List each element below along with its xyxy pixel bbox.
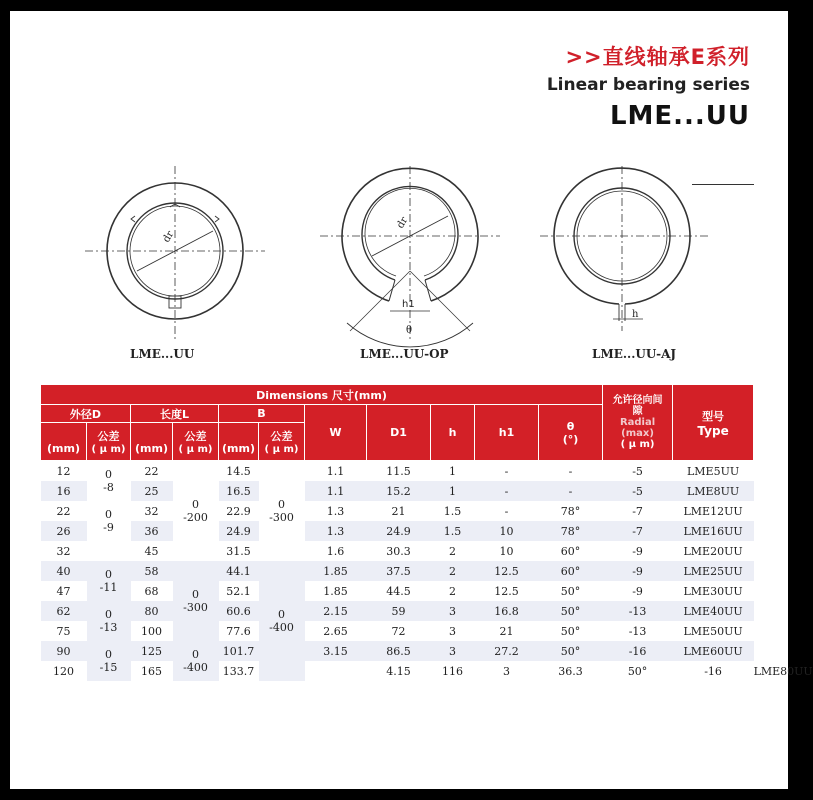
l-mm-unit: (mm) [135,442,168,455]
w-header: W [305,405,367,461]
cell-l: 32 [131,501,173,521]
d-mm-header [41,423,87,461]
tol-upper: 0 [105,508,112,521]
cell-l: 58 [131,561,173,581]
cell-d1: 30.3 [367,541,431,561]
dim-dr-1: dr [161,229,177,245]
table-row [41,621,754,641]
cell-theta: 50° [539,601,603,621]
cell-d: 32 [41,541,87,561]
cell-b: 77.6 [219,621,259,641]
d-tol-empty [87,541,131,561]
table-row [41,521,754,541]
table-row [41,541,754,561]
cell-w: 1.3 [305,521,367,541]
b-tol-cell [259,461,305,562]
cell-h1: 12.5 [475,561,539,581]
cell-h: 1 [431,461,475,482]
b-mm-header [219,423,259,461]
tol-upper: 0 [192,498,199,511]
cell-w: 1.85 [305,581,367,601]
tol-lower: -11 [99,581,118,594]
d1-header: D1 [367,405,431,461]
tol-lower: -13 [99,621,118,634]
cell-h: 3 [431,621,475,641]
cell-h: 1.5 [431,521,475,541]
cell-theta: 50° [539,621,603,641]
h-header: h [431,405,475,461]
cell-d1: 72 [367,621,431,641]
cell-h: 2 [431,581,475,601]
table-row [41,561,754,581]
tol-upper: 0 [105,608,112,621]
l-tol-unit: ( μ m) [178,444,213,455]
cell-d: 26 [41,521,87,541]
cell-d1: 116 [431,661,475,681]
cell-b: 22.9 [219,501,259,521]
table-row [41,641,754,661]
cell-b: 24.9 [219,521,259,541]
tol-upper: 0 [105,648,112,661]
d-mm-unit: (mm) [47,442,80,455]
cell-d: 47 [41,581,87,601]
cell-theta: 60° [539,541,603,561]
cell-b: 31.5 [219,541,259,561]
cell-h1: 10 [475,541,539,561]
l-mm-header [131,423,173,461]
cell-radial: -5 [603,461,673,482]
cell-h1: 10 [475,521,539,541]
cell-type: LME8UU [673,481,754,501]
cell-h: 1 [431,481,475,501]
theta-header-unit: (°) [562,432,579,446]
cell-radial: -9 [603,561,673,581]
b-tol-label: 公差 [270,430,293,443]
cell-type: LME20UU [673,541,754,561]
cell-d: 120 [41,661,87,681]
theta-header [539,405,603,461]
drawing-standard [85,166,265,341]
cell-w: 1.3 [305,501,367,521]
cell-w: 1.1 [305,461,367,482]
cell-h1: - [475,461,539,482]
tol-lower: -8 [103,481,114,494]
catalog-sheet [10,11,813,789]
type-header-cn: 型号 [702,409,725,423]
l-tol-cell [173,641,219,681]
cell-theta: 60° [539,561,603,581]
cell-b: 44.1 [219,561,259,581]
cell-b: 52.1 [219,581,259,601]
cell-l: 68 [131,581,173,601]
cell-w: 3.15 [305,641,367,661]
tol-lower: -400 [269,621,294,634]
cell-h1: - [475,501,539,521]
cell-w: 4.15 [367,661,431,681]
cell-l: 165 [131,661,173,681]
cell-d1: 59 [367,601,431,621]
cell-d: 16 [41,481,87,501]
cell-l: 100 [131,621,173,641]
d-tol-unit: ( μ m) [91,444,126,455]
d-tol-cell [87,641,131,681]
cell-h1: 21 [475,621,539,641]
cell-radial: -7 [603,521,673,541]
cell-l: 45 [131,541,173,561]
tol-upper: 0 [192,648,199,661]
cell-radial: -13 [603,601,673,621]
radial-header [603,385,673,461]
d-tol-header [87,423,131,461]
table-row [41,461,754,482]
cell-theta: - [539,481,603,501]
cell-theta: 78° [539,501,603,521]
cell-d: 75 [41,621,87,641]
cell-w: 1.6 [305,541,367,561]
cell-h: 3 [431,601,475,621]
cell-h1: 12.5 [475,581,539,601]
d-tol-cell [87,501,131,541]
cell-d: 62 [41,601,87,621]
dim-h1: h1 [402,299,415,310]
table-row [41,581,754,601]
label-open: LME...UU-OP [360,347,449,361]
l-tol-label: 公差 [184,430,207,443]
dim-theta: θ [406,325,413,336]
cell-w: 2.15 [305,601,367,621]
cell-type: LME16UU [673,521,754,541]
tol-lower: -15 [99,661,118,674]
cell-h1: 16.8 [475,601,539,621]
cell-h: 1.5 [431,501,475,521]
tol-lower: -300 [183,601,208,614]
tol-upper: 0 [105,468,112,481]
b-header: B [219,405,305,423]
cell-h: 2 [431,561,475,581]
model-series: LME...UU [609,101,750,131]
cell-radial: -5 [603,481,673,501]
spec-rows [41,461,813,682]
cell-type: LME50UU [673,621,754,641]
drawing-adjustable [540,166,710,331]
b-tol-header [259,423,305,461]
dim-dr-2: dr [395,215,411,231]
cell-l: 22 [131,461,173,482]
type-header [673,385,754,461]
cell-radial: -7 [603,501,673,521]
cell-radial: -16 [673,661,754,681]
tol-lower: -9 [103,521,114,534]
specification-table [40,384,813,681]
cell-theta: - [539,461,603,482]
cell-l: 80 [131,601,173,621]
dim-h: h [632,309,639,320]
cell-d: 22 [41,501,87,521]
cell-h: 3 [431,641,475,661]
d-tol-cell [87,601,131,641]
cell-d: 12 [41,461,87,482]
cell-h1: 27.2 [475,641,539,661]
tol-upper: 0 [192,588,199,601]
cell-d1: 11.5 [367,461,431,482]
d-tol-cell [87,461,131,502]
table-row: 120 165 133.7 4.15 116 3 36.3 50° -16 LME80UU [41,661,754,681]
cell-d: 40 [41,561,87,581]
drawing-open [320,166,500,347]
radial-header-en: Radial (max) [619,417,656,439]
cell-h: 3 [475,661,539,681]
label-adjustable: LME...UU-AJ [592,347,677,361]
title-chinese: >>直线轴承E系列 [565,45,750,69]
cell-d1: 86.5 [367,641,431,661]
title-english: Linear bearing series [546,75,750,95]
cell-d1: 15.2 [367,481,431,501]
cell-l: 125 [131,641,173,661]
tol-upper: 0 [105,568,112,581]
tol-upper: 0 [278,608,285,621]
cell-b: 60.6 [219,601,259,621]
cell-b: 101.7 [219,641,259,661]
table-row [41,481,754,501]
cell-h1: - [475,481,539,501]
cell-type: LME60UU [673,641,754,661]
cell-b: 133.7 [219,661,259,681]
cell-d1: 37.5 [367,561,431,581]
cell-l: 36 [131,521,173,541]
cell-d1: 44.5 [367,581,431,601]
b-tol-empty [305,661,367,681]
cell-radial: -13 [603,621,673,641]
d-tol-label: 公差 [97,430,120,443]
l-tol-cell [173,561,219,641]
cell-b: 16.5 [219,481,259,501]
cell-theta: 50° [539,641,603,661]
cell-type: LME5UU [673,461,754,482]
l-tol-cell [173,461,219,562]
tol-lower: -400 [183,661,208,674]
b-mm-unit: (mm) [222,442,255,455]
b-tol-cell [259,561,305,681]
l-tol-header [173,423,219,461]
cell-b: 14.5 [219,461,259,482]
theta-header-sym: θ [566,419,575,433]
cell-theta: 50° [539,581,603,601]
type-header-en: Type [697,423,729,438]
cell-w: 1.1 [305,481,367,501]
cell-radial: -9 [603,581,673,601]
cell-d: 90 [41,641,87,661]
tol-lower: -300 [269,511,294,524]
radial-header-unit: ( μ m) [620,439,655,450]
b-tol-unit: ( μ m) [264,444,299,455]
cell-theta: 78° [539,521,603,541]
tol-lower: -200 [183,511,208,524]
radial-header-cn: 允许径向间隙 [612,395,663,417]
cell-w: 2.65 [305,621,367,641]
table-row [41,501,754,521]
cell-l: 25 [131,481,173,501]
cell-h1: 36.3 [539,661,603,681]
table-row [41,601,754,621]
cell-d1: 24.9 [367,521,431,541]
outer-dia-header: 外径D [41,405,131,423]
cell-type: LME30UU [673,581,754,601]
cell-radial: -16 [603,641,673,661]
cell-d1: 21 [367,501,431,521]
cell-type: LME40UU [673,601,754,621]
cell-radial: -9 [603,541,673,561]
cell-type: LME12UU [673,501,754,521]
cell-theta: 50° [603,661,673,681]
dimensions-header: Dimensions 尺寸(mm) [41,385,603,405]
label-standard: LME...UU [130,347,195,361]
cell-h: 2 [431,541,475,561]
d-tol-cell [87,561,131,601]
h1-header: h1 [475,405,539,461]
tol-upper: 0 [278,498,285,511]
length-header: 长度L [131,405,219,423]
cell-w: 1.85 [305,561,367,581]
cell-type: LME25UU [673,561,754,581]
